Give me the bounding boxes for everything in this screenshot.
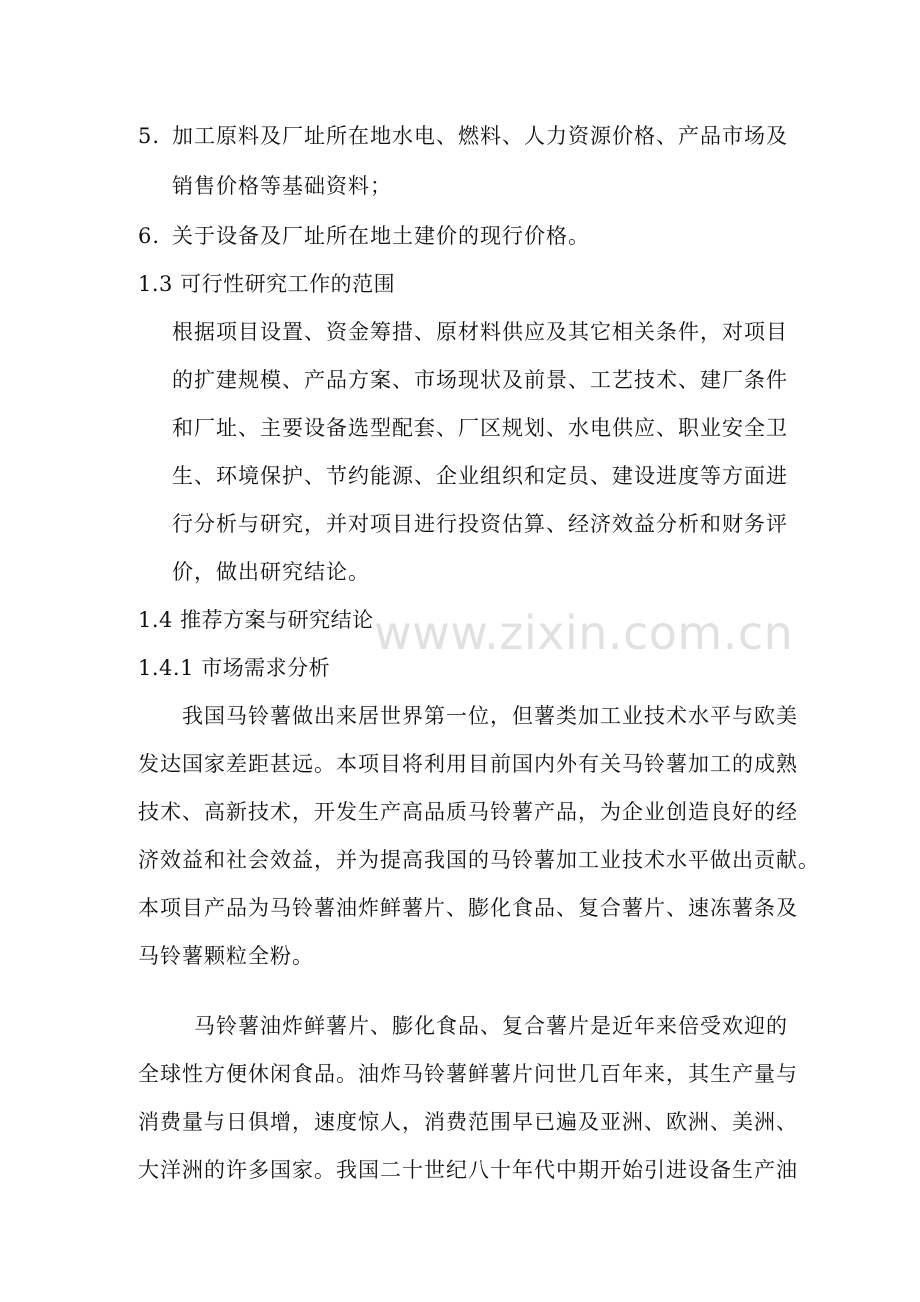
paragraph-2-line-3: 消费量与日俱增，速度惊人，消费范围早已遍及亚洲、欧洲、美洲、 — [138, 1110, 798, 1134]
paragraph-1-line-6: 马铃薯颗粒全粉。 — [138, 944, 314, 968]
paragraph-1-line-5: 本项目产品为马铃薯油炸鲜薯片、膨化食品、复合薯片、速冻薯条及 — [138, 896, 798, 920]
section-1-3-line-2: 的扩建规模、产品方案、市场现状及前景、工艺技术、建厂条件 — [172, 368, 788, 392]
section-1-4-1-heading: 1.4.1 市场需求分析 — [138, 656, 331, 680]
list-item-5-number: 5. — [138, 124, 161, 148]
paragraph-2-line-1: 马铃薯油炸鲜薯片、膨化食品、复合薯片是近年来倍受欢迎的 — [194, 1014, 788, 1038]
section-1-3-heading: 1.3 可行性研究工作的范围 — [138, 272, 396, 296]
section-1-4-heading: 1.4 推荐方案与研究结论 — [138, 608, 374, 632]
list-item-5-line-1: 加工原料及厂址所在地水电、燃料、人力资源价格、产品市场及 — [172, 124, 788, 148]
section-1-3-line-6: 价，做出研究结论。 — [172, 560, 370, 584]
paragraph-2-line-2: 全球性方便休闲食品。油炸马铃薯鲜薯片问世几百年来，其生产量与 — [138, 1062, 798, 1086]
paragraph-1-line-3: 技术、高新技术，开发生产高品质马铃薯产品，为企业创造良好的经 — [138, 800, 798, 824]
section-1-3-line-1: 根据项目设置、资金筹措、原材料供应及其它相关条件，对项目 — [172, 320, 788, 344]
list-item-6-line-1: 关于设备及厂址所在地土建价的现行价格。 — [172, 224, 590, 248]
list-item-6-number: 6. — [138, 224, 161, 248]
section-1-3-line-4: 生、环境保护、节约能源、企业组织和定员、建设进度等方面进 — [172, 464, 788, 488]
watermark: www.zixin.com.cn — [374, 606, 794, 660]
paragraph-1-line-2: 发达国家差距甚远。本项目将利用目前国内外有关马铃薯加工的成熟 — [138, 752, 798, 776]
section-1-3-line-3: 和厂址、主要设备选型配套、厂区规划、水电供应、职业安全卫 — [172, 416, 788, 440]
paragraph-2-line-4: 大洋洲的许多国家。我国二十世纪八十年代中期开始引进设备生产油 — [138, 1158, 798, 1182]
section-1-3-line-5: 行分析与研究，并对项目进行投资估算、经济效益分析和财务评 — [172, 512, 788, 536]
paragraph-1-line-1: 我国马铃薯做出来居世界第一位，但薯类加工业技术水平与欧美 — [182, 704, 798, 728]
list-item-5-line-2: 销售价格等基础资料； — [172, 174, 392, 198]
paragraph-1-line-4: 济效益和社会效益，并为提高我国的马铃薯加工业技术水平做出贡献。 — [138, 848, 820, 872]
